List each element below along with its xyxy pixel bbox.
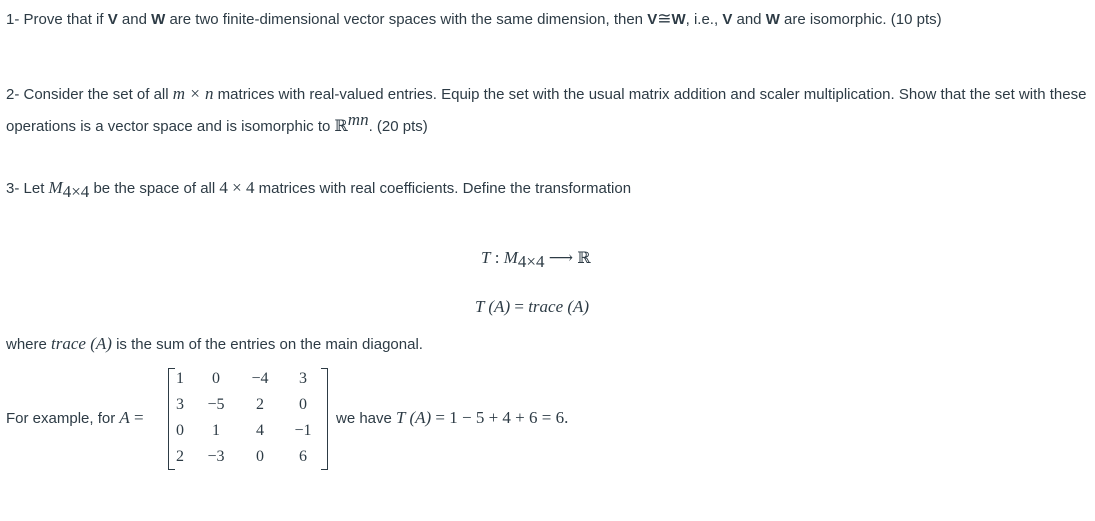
q1-W: W xyxy=(671,11,686,28)
where-line xyxy=(6,334,423,355)
question-2 xyxy=(6,81,1088,139)
arrow-icon: ⟶ xyxy=(544,248,578,267)
where-text: where xyxy=(6,336,52,353)
map-M: M xyxy=(503,248,518,267)
q1-text: are two finite-dimensional vector spaces with the same dimension, then xyxy=(165,11,648,28)
q1-text: and xyxy=(732,11,766,28)
matrix-cell: −5 xyxy=(207,396,225,413)
matrix-cell: 1 xyxy=(212,422,220,439)
map-T: T xyxy=(481,248,491,267)
matrix-cell: −3 xyxy=(207,448,225,465)
question-3 xyxy=(6,178,631,202)
q3-math-M: M xyxy=(48,178,63,197)
q1-V: V xyxy=(722,11,733,28)
example-result xyxy=(336,408,568,428)
matrix-cell: 6 xyxy=(299,448,307,465)
example-matrix xyxy=(168,366,328,470)
matrix-cell: 0 xyxy=(256,448,264,465)
q3-text: matrices with real coefficients. Define the transformation xyxy=(254,180,632,197)
def-lhs: T (A) xyxy=(475,297,511,316)
q3-text: be the space of all xyxy=(89,180,220,197)
q1-text: are isomorphic. (10 pts) xyxy=(779,11,942,28)
q2-superscript: mn xyxy=(347,110,369,129)
reals-symbol: ℝ xyxy=(577,248,591,267)
example-text: For example, for xyxy=(6,410,120,427)
q1-V: V xyxy=(647,11,658,28)
map-colon: : xyxy=(490,248,504,267)
example-prefix xyxy=(6,408,144,429)
matrix-cell: 3 xyxy=(299,370,307,387)
q1-W: W xyxy=(151,11,166,28)
q2-text: matrices with real-valued entries. Equip the set with the usual matrix addition and scaler multiplication. Show that the set with these operations is a vector space and is isomorphic to xyxy=(6,86,1087,135)
where-text: is the sum of the entries on the main diagonal. xyxy=(111,336,423,353)
q1-text: , i.e., xyxy=(685,11,723,28)
matrix-cell: 3 xyxy=(176,396,184,413)
q3-math-dims: 4 × 4 xyxy=(219,178,255,197)
matrix-cell: 0 xyxy=(176,422,184,439)
reals-symbol: ℝ xyxy=(334,116,348,135)
matrix-cell: 1 xyxy=(176,370,184,387)
q2-text: 2- Consider the set of all xyxy=(6,86,173,103)
where-math: trace (A) xyxy=(51,334,112,353)
q2-math-mn: m × n xyxy=(172,84,214,103)
example-result-math: T (A) xyxy=(396,408,432,427)
matrix-cell: −4 xyxy=(251,370,269,387)
definition-equation xyxy=(475,297,589,317)
example-A: A xyxy=(119,408,130,427)
example-result-text: we have xyxy=(336,410,397,427)
q1-text: and xyxy=(117,11,152,28)
isomorphic-symbol: ≅ xyxy=(657,9,672,28)
q1-V: V xyxy=(107,11,118,28)
q3-text: 3- Let xyxy=(6,180,49,197)
question-1 xyxy=(6,9,942,30)
example-equals: = xyxy=(129,408,144,427)
q2-text: . (20 pts) xyxy=(368,118,428,135)
example-result-equation: = 1 − 5 + 4 + 6 = 6. xyxy=(431,408,569,427)
def-equals: = xyxy=(510,297,529,316)
def-rhs: trace (A) xyxy=(528,297,590,316)
matrix-cell: −1 xyxy=(294,422,312,439)
q3-subscript: 4×4 xyxy=(62,182,90,201)
map-subscript: 4×4 xyxy=(517,252,545,271)
matrix-cell: 4 xyxy=(256,422,264,439)
matrix-cell: 0 xyxy=(299,396,307,413)
q1-W: W xyxy=(765,11,780,28)
matrix-cell: 2 xyxy=(176,448,184,465)
map-equation xyxy=(481,248,591,272)
matrix-cell: 0 xyxy=(212,370,220,387)
matrix-cell: 2 xyxy=(256,396,264,413)
q1-text: 1- Prove that if xyxy=(6,11,108,28)
